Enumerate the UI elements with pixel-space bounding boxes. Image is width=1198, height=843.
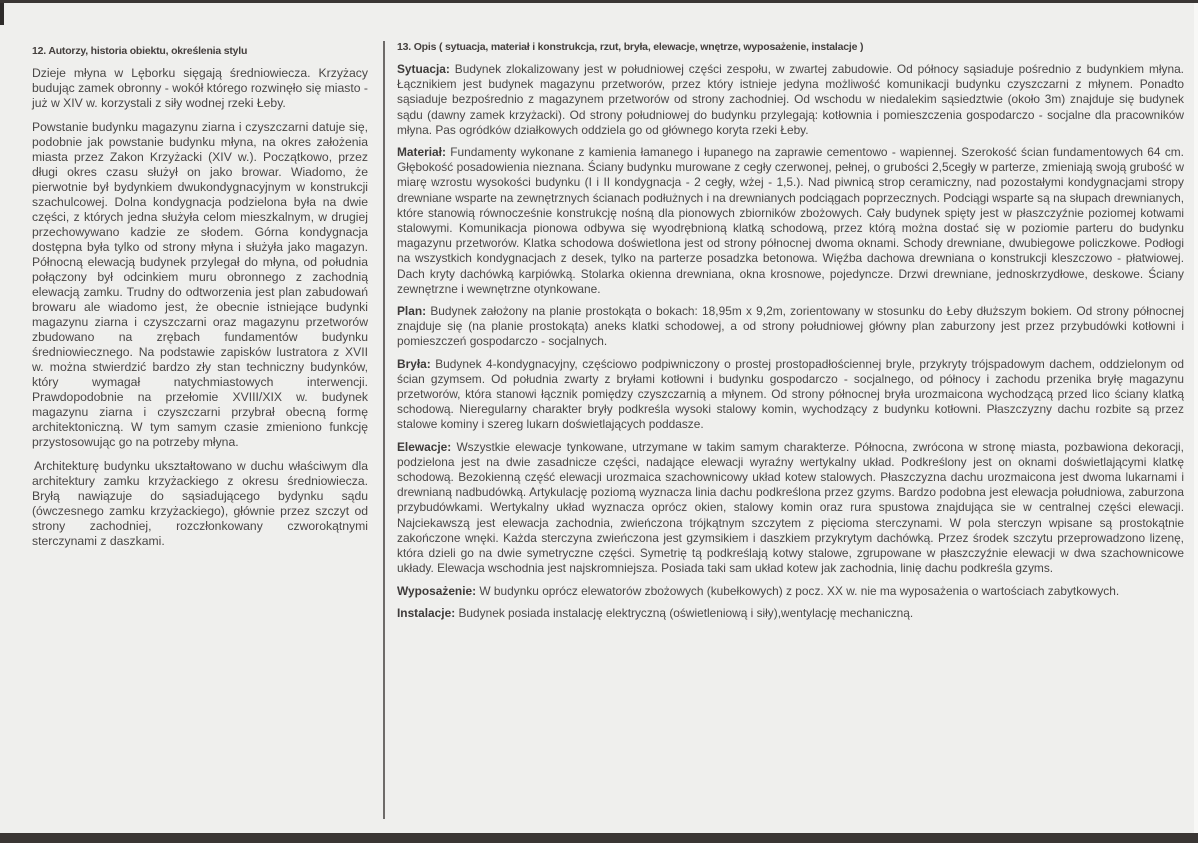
history-paragraph: Architekturę budynku ukształtowano w duchu właściwym dla architektury zamku krzyżackiego z okresu średniowiecza. Bryłą nawiązuje do sąsiadującego bydynku sądu (ówczesnego zamku krzyżackiego), głównie przez szczyt od strony zachodniej, rozczłonkowany czworokątnymi sterczynami z daszkami.	[32, 459, 368, 548]
section-text: W budynku oprócz elewatorów zbożowych (kubełkowych) z pocz. XX w. nie ma wyposażenia o wartościach zabytkowych.	[479, 583, 1120, 598]
section-label: Materiał	[397, 145, 442, 160]
section-text: Budynek założony na planie prostokąta o bokach: 18,95m x 9,2m, zorientowany w stosunku do Łeby dłuższym bokiem. Od strony północnej znajduje się (na planie prostokąta) aneks klatki schodowej, a od strony południowej główny plan zaburzony jest przez przybudówki kotłowni i pomieszczeń gospodarczo - socjalnych.	[397, 304, 1184, 349]
section-label: Instalacje	[397, 605, 452, 620]
section-label: Wyposażenie	[397, 583, 473, 598]
description-section-installations: Instalacje: Budynek posiada instalację elektryczną (oświetleniową i siły),wentylację mechaniczną.	[397, 605, 914, 620]
column-divider	[383, 41, 385, 819]
section-label: Elewacje	[397, 439, 448, 454]
description-section-mass: Bryła: Budynek 4-kondygnacyjny, częściowo podpiwniczony o prostej prostopadłościennej bryle, przykryty trójspadowym dachem, oddzielonym od ścian gzymsem. Od południa zwarty z bryłami kotłowni i budynku gospodarczo - socjalnego, od północy i zachodu przenika bryłę magazynu przetworów, która stanowi łącznik pomiędzy czyszczarnią a młynem. Od strony północnej bryła urozmaicona wychodzącą przed lico ściany klatką schodową. Nieregularny charakter bryły podkreśla wysoki stalowy komin, wychodzący z budynku kotłowni. Płaszczyzny dachu rozbite są przez stalowe kominy i szereg lukarn doświetlających poddasze.	[397, 356, 1184, 432]
scan-margin	[1194, 3, 1198, 833]
description-section-material: Materiał: Fundamenty wykonane z kamienia łamanego i łupanego na zaprawie cementowo - wapiennej. Szerokość ścian fundamentowych 64 cm. Głębokość posadowienia nieznana. Ściany budynku murowane z cegły czerwonej, pełnej, o grubości 2,5cegły w parterze, zmieniają swoją grubość w miarę wzrostu wysokości budynku (I i II kondygnacja - 2 cegły, wżej - 1,5.). Nad piwnicą strop ceramiczny, nad pozostałymi kondygnacjami stropy drewniane wsparte na zewnętrznych ścianach podłużnych i na drewnianych podciągach poprzecznych. Podciągi wsparte są na słupach drewnianych, które stanowią równocześnie konstrukcję nośną dla pionowych zbiorników zbożowych. Cały budynek spięty jest w płaszczyźnie poziomej kotwami stalowymi. Komunikacja pionowa odbywa się wyodrębnioną klatką schodową, przez którą można dostać się w poziomie parteru do budynku magazynu przetworów. Klatka schodowa doświetlona jest od strony północnej dwoma oknami. Schody drewniane, dwubiegowe policzkowe. Podłogi na wszystkich kondygnacjach z desek, tylko na parterze posadzka betonowa. Więźba dachowa drewniana o konstrukcji kleszczowo - płatwiowej. Dach kryty dachówką karpiówką. Stolarka okienna drewniana, okna krosnowe, pojedyncze. Drzwi drewniane, jednoskrzydłowe, deskowe. Ściany zewnętrzne i wewnętrzne otynkowane.	[397, 145, 1184, 296]
description-section-situation: Sytuacja: Budynek zlokalizowany jest w południowej części zespołu, w zwartej zabudowie. Od północy sąsiaduje pośrednio z budynkiem młyna. Łącznikiem jest budynek magazynu przetworów, przez który istnieje jedyna możliwość komunikacji budynku czyszczarni z młynem. Ponadto sąsiaduje bezpośrednio z magazynem przetworów od strony zachodniej. Od wschodu w niedalekim sąsiedztwie (około 3m) znajduje się budynek sądu (dawny zamek krzyżacki). Od strony południowej do budynku przylegają: kotłownia i pomieszczenia gospodarczo - socjalne dla pracowników młyna. Pas ogródków działkowych oddziela go od głównego koryta rzeki Łeby.	[397, 62, 1184, 137]
history-paragraph: Powstanie budynku magazynu ziarna i czyszczarni datuje się, podobnie jak powstanie budynku młyna, na okres założenia miasta przez Zakon Krzyżacki (XIV w.). Początkowo, przez długi okres czasu służył on jako browar. Wiadomo, że pierwotnie był bydynkiem dwukondygnacyjnym w konstrukcji szachulcowej. Dolna kondygnacja podzielona była na dwie części, z których jedna służyła celom mieszkalnym, w drugiej przechowywano kadzie ze słodem. Górna kondygnacja dostępna była tylko od strony młyna i służyła jako magazyn. Północną elewacją budynek przylegał do młyna, od południa połączony był odcinkiem muru obronnego z zachodnią elewacją zamku. Trudny do odtworzenia jest plan zabudowań browaru ale wiadomo jest, że obecnie istniejące budynki magazynu ziarna i czyszczarni oraz magazynu przetworów zbudowano na zrębach fundamentów budynku średniowiecznego. Na podstawie zapisków lustratora z XVII w. można stwierdzić bardzo zły stan techniczny budynków, który wymagał natychmiastowych interwencji. Prawdopodobnie na przełomie XVIII/XIX w. budynek magazynu ziarna i czyszczarni przybrał obecną formę architektoniczną. W tym samym czasie zmieniono funkcję przystosowując go na potrzeby młyna.	[32, 120, 368, 449]
description-section-equipment: Wyposażenie: W budynku oprócz elewatorów zbożowych (kubełkowych) z pocz. XX w. nie ma wyposażenia o wartościach zabytkowych.	[397, 583, 1120, 598]
section-title-description: 13. Opis ( sytuacja, materiał i konstrukcja, rzut, bryła, elewacje, wnętrze, wyposażenie, instalacje )	[397, 41, 864, 53]
scan-edge	[0, 3, 4, 25]
description-column	[397, 41, 1184, 628]
section-text: Fundamenty wykonane z kamienia łamanego i łupanego na zaprawie cementowo - wapiennej. Szerokość ścian fundamentowych 64 cm. Głębokość posadowienia nieznana. Ściany budynku murowane z cegły czerwonej, pełnej, o grubości 2,5cegły w parterze, zmieniają swoją grubość w miarę wzrostu wysokości budynku (I i II kondygnacja - 2 cegły, wżej - 1,5.). Nad piwnicą strop ceramiczny, nad pozostałymi kondygnacjami stropy drewniane wsparte na zewnętrznych ścianach podłużnych i na drewnianych podciągach poprzecznych. Podciągi wsparte są na słupach drewnianych, które stanowią równocześnie konstrukcję nośną dla pionowych zbiorników zbożowych. Cały budynek spięty jest w płaszczyźnie poziomej kotwami stalowymi. Komunikacja pionowa odbywa się wyodrębnioną klatką schodową, przez którą można dostać się w poziomie parteru do budynku magazynu przetworów. Klatka schodowa doświetlona jest od strony północnej dwoma oknami. Schody drewniane, dwubiegowe policzkowe. Podłogi na wszystkich kondygnacjach z desek, tylko na parterze posadzka betonowa. Więźba dachowa drewniana o konstrukcji kleszczowo - płatwiowej. Dach kryty dachówką karpiówką. Stolarka okienna drewniana, okna krosnowe, pojedyncze. Drzwi drewniane, jednoskrzydłowe, deskowe. Ściany zewnętrzne i wewnętrzne otynkowane.	[397, 145, 1184, 296]
section-text: Wszystkie elewacje tynkowane, utrzymane w takim samym charakterze. Północna, zwrócona w stronę miasta, pozbawiona dekoracji, podzielona jest na dwie zasadnicze części, nadające elewacji wyraźny wertykalny układ. Podkreślony jest on oknami doświetlającymi klatkę schodową. Bezokienną część elewacji urozmaica szachownicowy układ kotew stalowych. Płaszczyzna dachu urozmaicona jest dwoma lukarnami i drewnianą nadbudówką. Artykulację poziomą wyznacza linia dachu podkreślona przez gzyms. Bardzo podobna jest elewacja południowa, zaburzona przybudówkami. Wertykalny układ wyznacza oprócz okien, stalowy komin oraz rura spustowa znajdująca sie w centralnej części elewacji. Najciekawszą jest elewacja zachodnia, zwieńczona trójkątnym szczytem z pięcioma sterczynami. W pola sterczyn wpisane są prostokątnie zakończone wnęki. Każda sterczyna zwieńczona jest gzymsikiem i daszkiem przykrytym dachówką. Przez środek szczytu przeprowadzono lizenę, która dzieli go na dwie symetryczne części. Symetrię tą podkreślają kotwy stalowe, zgrupowane w płaszczyźnie elewacji w dwa szachownicowe układy. Elewacja wschodnia jest najskromniejsza. Posiada taki sam układ kotew jak zachodnia, linię dachu podkreśla gzyms.	[397, 439, 1184, 576]
history-column	[32, 45, 368, 558]
section-label: Sytuacja	[397, 62, 446, 76]
document-page	[0, 3, 1198, 833]
section-text: Budynek 4-kondygnacyjny, częściowo podpiwniczony o prostej prostopadłościennej bryle, przykryty trójspadowym dachem, oddzielonym od ścian gzymsem. Od południa zwarty z bryłami kotłowni i budynku gospodarczo - socjalnego, od północy i zachodu przenika bryłę magazynu przetworów, która stanowi łącznik pomiędzy czyszczarnią a młynem. Od strony północnej bryła urozmaicona wychodzącą przed lico ściany klatką schodową. Nieregularny charakter bryły podkreśla wysoki stalowy komin, wychodzący z budynku kotłowni. Płaszczyzny dachu rozbite są przez stalowe kominy i szereg lukarn doświetlających poddasze.	[397, 356, 1184, 432]
section-text: Budynek posiada instalację elektryczną (oświetleniową i siły),wentylację mechaniczną.	[458, 605, 914, 620]
scan-bottom-edge	[0, 833, 1198, 843]
section-title-history: 12. Autorzy, historia obiektu, określenia stylu	[32, 45, 248, 57]
section-label: Bryła	[397, 356, 427, 371]
history-paragraph: Dzieje młyna w Lęborku sięgają średniowiecza. Krzyżacy budując zamek obronny - wokół którego rozwinęło się miasto - już w XIV w. korzystali z siły wodnej rzeki Łeby.	[32, 66, 368, 110]
section-text: Budynek zlokalizowany jest w południowej części zespołu, w zwartej zabudowie. Od północy sąsiaduje pośrednio z budynkiem młyna. Łącznikiem jest budynek magazynu przetworów, przez który istnieje jedyna możliwość komunikacji budynku czyszczarni z młynem. Ponadto sąsiaduje bezpośrednio z magazynem przetworów od strony zachodniej. Od wschodu w niedalekim sąsiedztwie (około 3m) znajduje się budynek sądu (dawny zamek krzyżacki). Od strony południowej do budynku przylegają: kotłownia i pomieszczenia gospodarczo - socjalne dla pracowników młyna. Pas ogródków działkowych oddziela go od głównego koryta rzeki Łeby.	[397, 62, 1184, 137]
description-section-plan: Plan: Budynek założony na planie prostokąta o bokach: 18,95m x 9,2m, zorientowany w stosunku do Łeby dłuższym bokiem. Od strony północnej znajduje się (na planie prostokąta) aneks klatki schodowej, a od strony południowej główny plan zaburzony jest przez przybudówki kotłowni i pomieszczeń gospodarczo - socjalnych.	[397, 304, 1184, 349]
section-label: Plan	[397, 304, 423, 319]
description-section-elevations: Elewacje: Wszystkie elewacje tynkowane, utrzymane w takim samym charakterze. Północna, zwrócona w stronę miasta, pozbawiona dekoracji, podzielona jest na dwie zasadnicze części, nadające elewacji wyraźny wertykalny układ. Podkreślony jest on oknami doświetlającymi klatkę schodową. Bezokienną część elewacji urozmaica szachownicowy układ kotew stalowych. Płaszczyzna dachu urozmaicona jest dwoma lukarnami i drewnianą nadbudówką. Artykulację poziomą wyznacza linia dachu podkreślona przez gzyms. Bardzo podobna jest elewacja południowa, zaburzona przybudówkami. Wertykalny układ wyznacza oprócz okien, stalowy komin oraz rura spustowa znajdująca sie w centralnej części elewacji. Najciekawszą jest elewacja zachodnia, zwieńczona trójkątnym szczytem z pięcioma sterczynami. W pola sterczyn wpisane są prostokątnie zakończone wnęki. Każda sterczyna zwieńczona jest gzymsikiem i daszkiem przykrytym dachówką. Przez środek szczytu przeprowadzono lizenę, która dzieli go na dwie symetryczne części. Symetrię tą podkreślają kotwy stalowe, zgrupowane w płaszczyźnie elewacji w dwa szachownicowe układy. Elewacja wschodnia jest najskromniejsza. Posiada taki sam układ kotew jak zachodnia, linię dachu podkreśla gzyms.	[397, 439, 1184, 576]
